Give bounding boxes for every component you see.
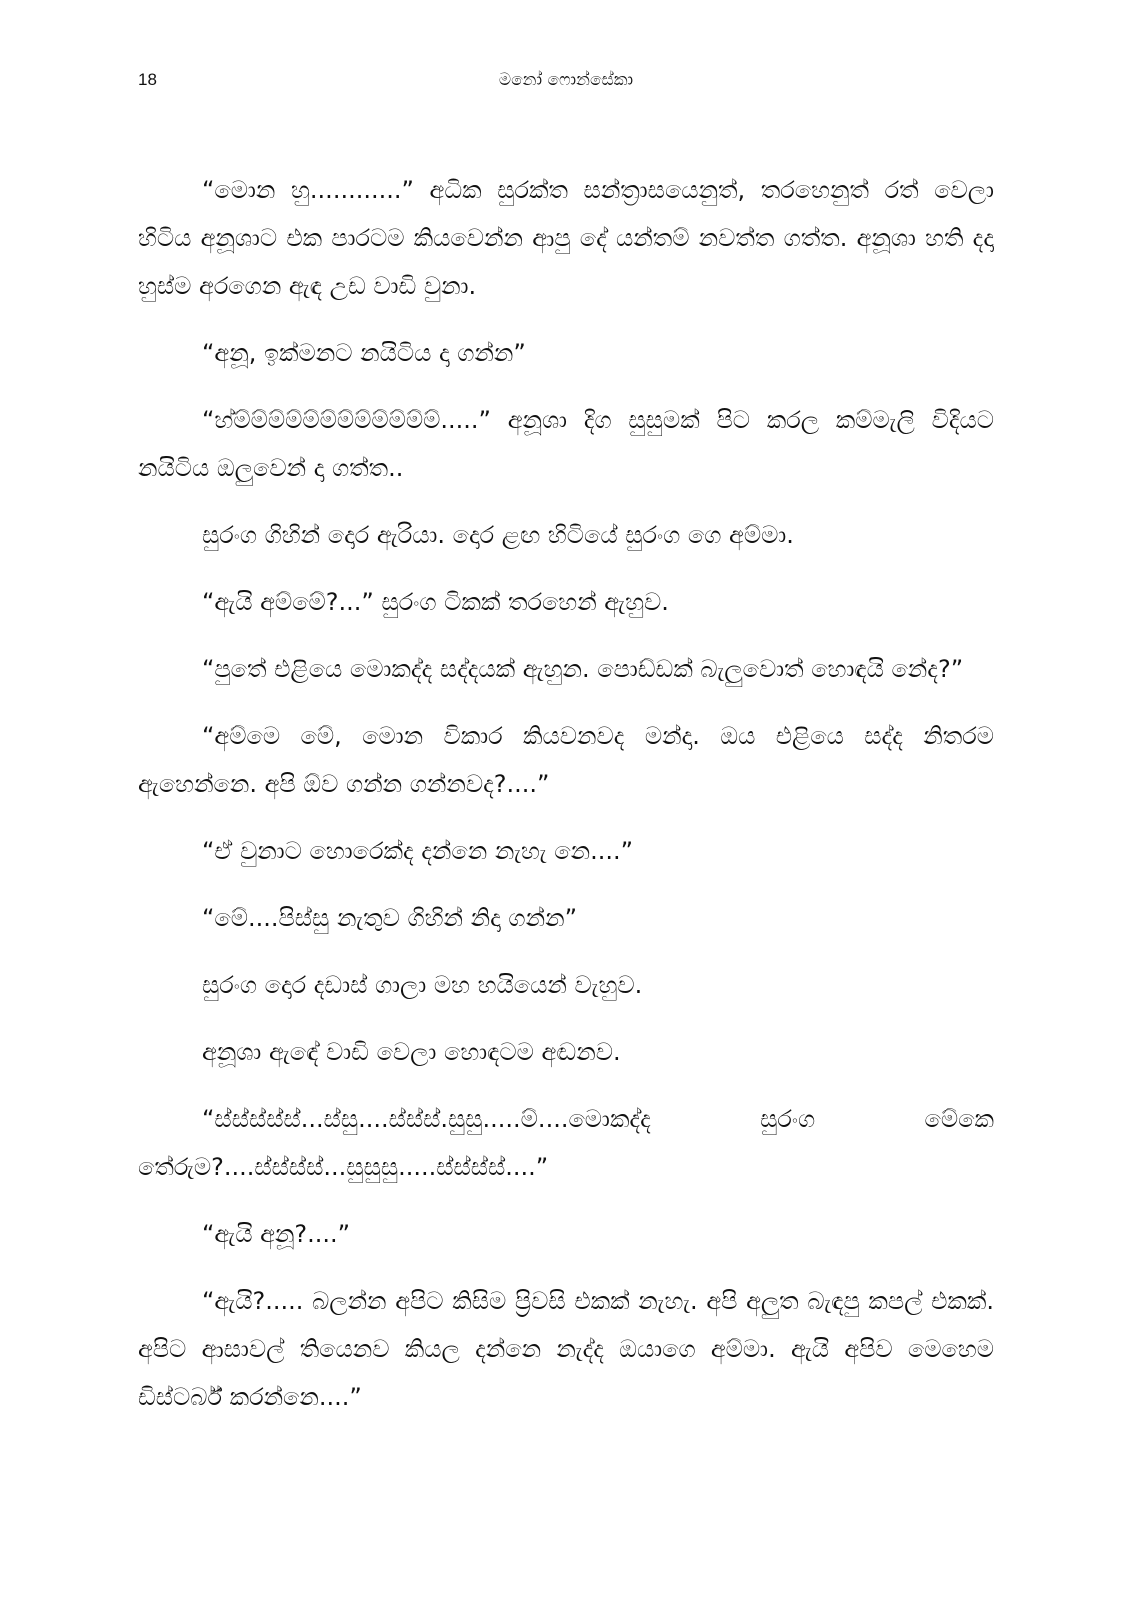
- paragraph: “ඒ වුනාට හොරෙක්ද දන්නෙ නැහැ නෙ....”: [202, 837, 634, 865]
- paragraph: “ඇයි?..... බලන්න අපිට කිසිම ප්‍රිවසි එකක් නැහැ. අපි අලුත බැඳපු කපල් එකක්. අපිට ආසාවල් තියෙනව කියල දන්නෙ නැද්ද ඔයාගෙ අම්මා. ඇයි අපිව මෙහෙම ඩිස්ටර්බ් කරන්නෙ....”: [138, 1287, 994, 1411]
- page-number: 18: [138, 70, 157, 89]
- running-title: මනෝ ෆොන්සේකා: [498, 70, 634, 90]
- body-text: [138, 166, 994, 1440]
- paragraph: “පුතේ එළියෙ මොකද්ද සද්දයක් ඇහුන. පොඩ්ඩක් බැලුවොත් හොඳයි නේද?”: [202, 655, 964, 683]
- paragraph: “හ්ම්ම්ම්ම්ම්ම්ම්ම්ම්ම්ම්ම්.....” අනූශා දිග සුසුමක් පිට කරල කම්මැලි විදියට නයිටිය ඔලුවෙන් දා ගත්ත..: [138, 406, 994, 482]
- paragraph: සුරංග දොර දඩාස් ගාලා මහ හයියෙන් වැහුව.: [202, 971, 643, 999]
- paragraph: සුරංග ගිහින් දොර ඇරියා. දොර ළඟ හිටියේ සුරංග ගෙ අම්මා.: [202, 521, 794, 549]
- paragraph: “අනූ, ඉක්මනට නයිටිය දා ගන්න”: [202, 339, 526, 367]
- paragraph: අනූශා ඇඳේ වාඩි වෙලා හොඳටම අඬනව.: [202, 1038, 621, 1066]
- paragraph: “මේ....පිස්සු නැතුව ගිහින් නිදා ගන්න”: [202, 904, 578, 932]
- paragraph: “ඇයි අනූ?....”: [202, 1220, 351, 1248]
- paragraph: “මොන හු............” අධික සුරක්ත සන්ත්‍රාසයෙනුත්, තරහෙනුත් රත් වෙලා හිටිය අනූශාට එක පාරටම කියවෙන්න ආපු දේ යන්තම් නවත්ත ගත්ත. අනූශා හති දදා හුස්ම අරගෙන ඇඳ උඩ වාඩි වුනා.: [138, 176, 994, 300]
- page-header: [138, 70, 994, 100]
- paragraph: “ස්ස්ස්ස්ස්...ස්සු....ස්ස්ස්.සුසු.....ම්....මොකද්ද සුරංග මේකෙ තේරුම?....ස්ස්ස්ස්...සුසුසු.....ස්ස්ස්ස්....”: [138, 1105, 994, 1181]
- paragraph: “අම්මෙ මේ, මොන විකාර කියවනවද මන්දා. ඔය එළියෙ සද්ද නිතරම ඇහෙන්නෙ. අපි ඕව ගන්න ගන්නවද?....”: [138, 722, 994, 798]
- paragraph: “ඇයි අම්මේ?...” සුරංග ටිකක් තරහෙන් ඇහුව.: [202, 588, 669, 616]
